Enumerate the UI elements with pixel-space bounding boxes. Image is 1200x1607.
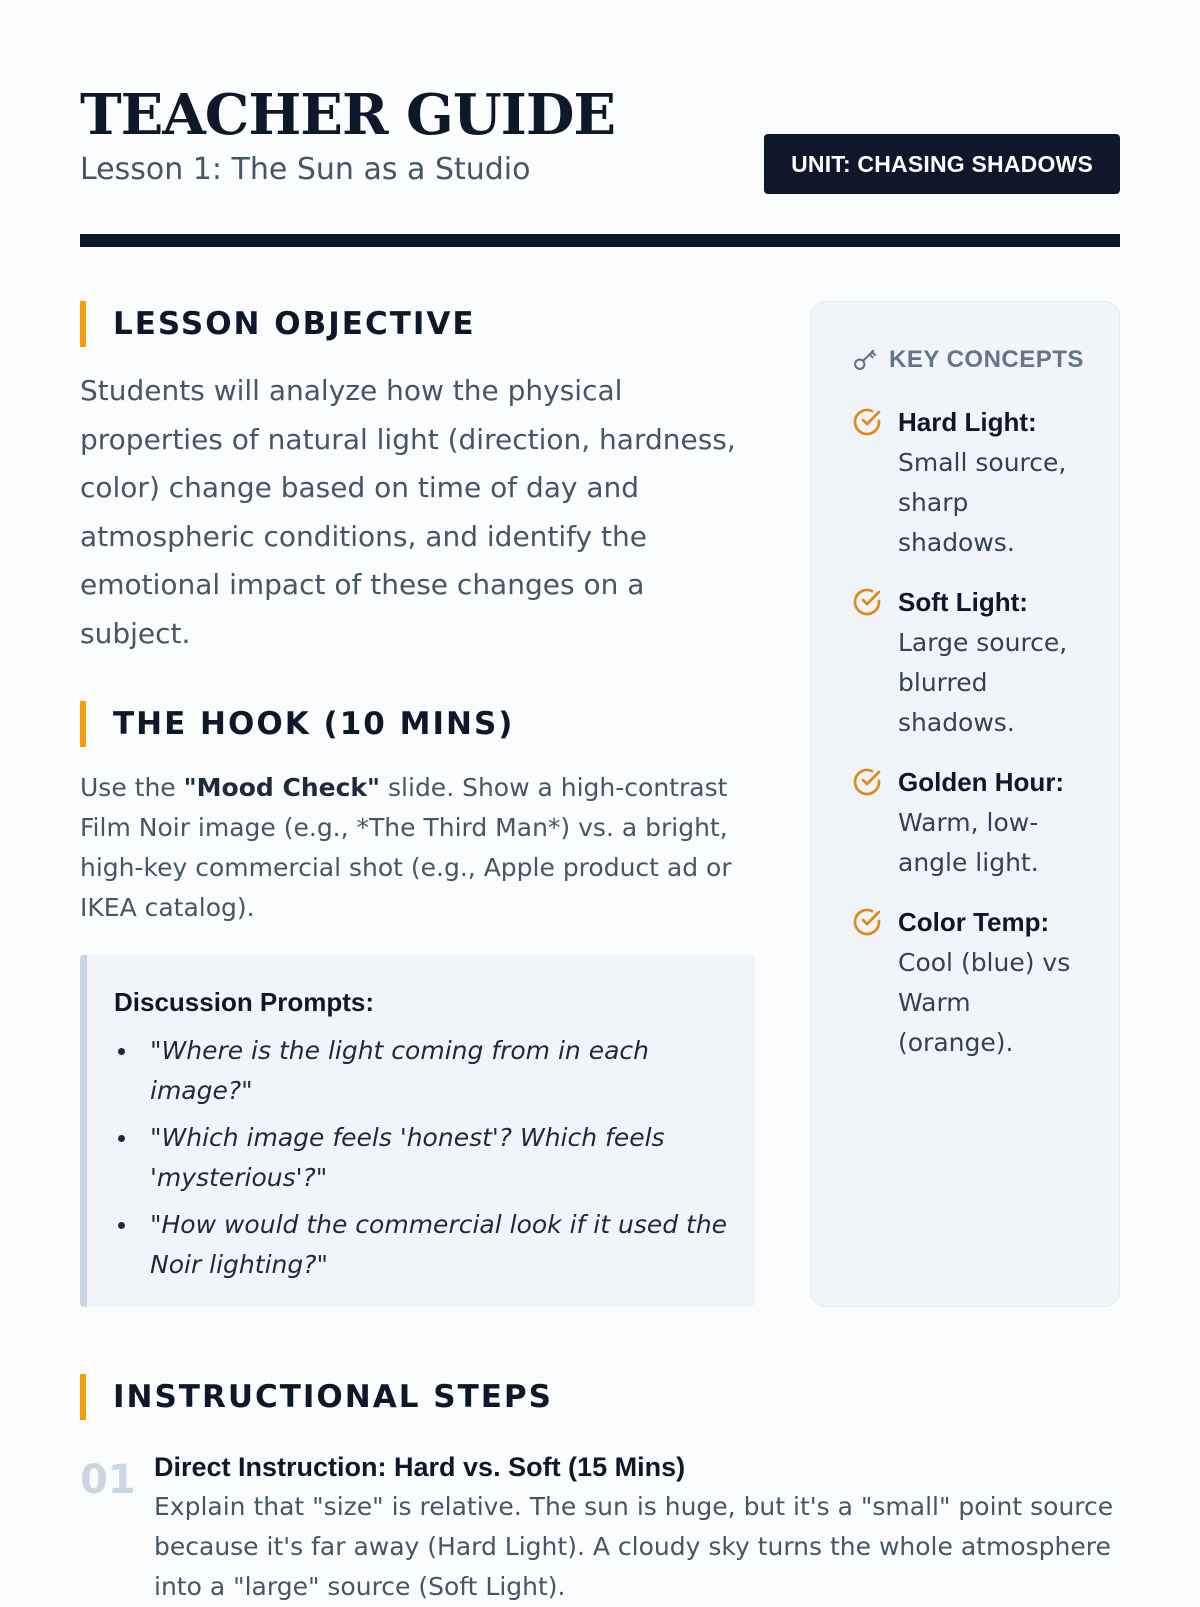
- concept-text: [898, 582, 1088, 743]
- step-title: Direct Instruction: Hard vs. Soft (15 Mins): [154, 1452, 686, 1482]
- check-circle-icon: [851, 586, 883, 618]
- bullet-icon: [118, 1222, 125, 1229]
- discussion-prompt: [114, 1205, 734, 1285]
- check-circle-icon: [851, 406, 883, 438]
- concept-description: Warm, low-angle light.: [898, 808, 1039, 877]
- check-circle-icon: [851, 766, 883, 798]
- discussion-prompt: [114, 1118, 734, 1198]
- objective-text: Students will analyze how the physical properties of natural light (direction, hardness, color) change based on time of day and atmospheric conditions, and identify the emotional impact of these changes on a subject.: [80, 374, 736, 650]
- bullet-icon: [118, 1048, 125, 1055]
- discussion-prompts-box: [80, 955, 755, 1307]
- key-concepts-panel: [810, 301, 1120, 1307]
- teacher-guide-page: [80, 0, 1120, 1600]
- discussion-title: Discussion Prompts:: [114, 987, 375, 1017]
- bullet-icon: [118, 1135, 125, 1142]
- steps-heading: INSTRUCTIONAL STEPS: [80, 1374, 553, 1420]
- hook-text-before: Use the: [80, 773, 184, 802]
- concept-term: Hard Light:: [898, 407, 1037, 437]
- discussion-prompt-text: "Where is the light coming from in each image?": [150, 1036, 649, 1105]
- concept-text: [898, 902, 1088, 1063]
- concept-text: [898, 762, 1088, 883]
- hook-heading: THE HOOK (10 MINS): [80, 701, 514, 747]
- page-header: [80, 82, 1120, 192]
- objective-heading: LESSON OBJECTIVE: [80, 301, 476, 347]
- concept-description: Cool (blue) vs Warm (orange).: [898, 948, 1071, 1057]
- concept-term: Golden Hour:: [898, 767, 1065, 797]
- unit-badge: UNIT: CHASING SHADOWS: [764, 134, 1120, 194]
- mood-check-label: "Mood Check": [183, 773, 381, 802]
- header-divider: [80, 234, 1120, 247]
- key-concepts-title: [851, 340, 1084, 380]
- discussion-prompt: [114, 1031, 734, 1111]
- concept-term: Color Temp:: [898, 907, 1050, 937]
- key-icon: [851, 345, 879, 373]
- key-concepts-title-text: KEY CONCEPTS: [889, 346, 1084, 373]
- lesson-subtitle: Lesson 1: The Sun as a Studio: [80, 152, 531, 187]
- step-number: 01: [80, 1457, 136, 1503]
- concept-text: [898, 402, 1088, 563]
- hook-text: [80, 768, 760, 928]
- concept-term: Soft Light:: [898, 587, 1028, 617]
- step-body: Explain that "size" is relative. The sun is huge, but it's a "small" point source because it's far away (Hard Light). A cloudy sky turns the whole atmosphere into a "large" source (Soft Light).: [154, 1492, 1114, 1601]
- concept-description: Large source, blurred shadows.: [898, 628, 1068, 737]
- discussion-list: [114, 1031, 734, 1292]
- hook-text-after: slide. Show a high-contrast Film Noir image (e.g., *The Third Man*) vs. a bright, high-key commercial shot (e.g., Apple product ad or IKEA catalog).: [80, 773, 732, 922]
- check-circle-icon: [851, 906, 883, 938]
- concept-description: Small source, sharp shadows.: [898, 448, 1067, 557]
- page-title: TEACHER GUIDE: [80, 82, 616, 148]
- discussion-prompt-text: "How would the commercial look if it used the Noir lighting?": [150, 1210, 728, 1279]
- discussion-prompt-text: "Which image feels 'honest'? Which feels 'mysterious'?": [150, 1123, 665, 1192]
